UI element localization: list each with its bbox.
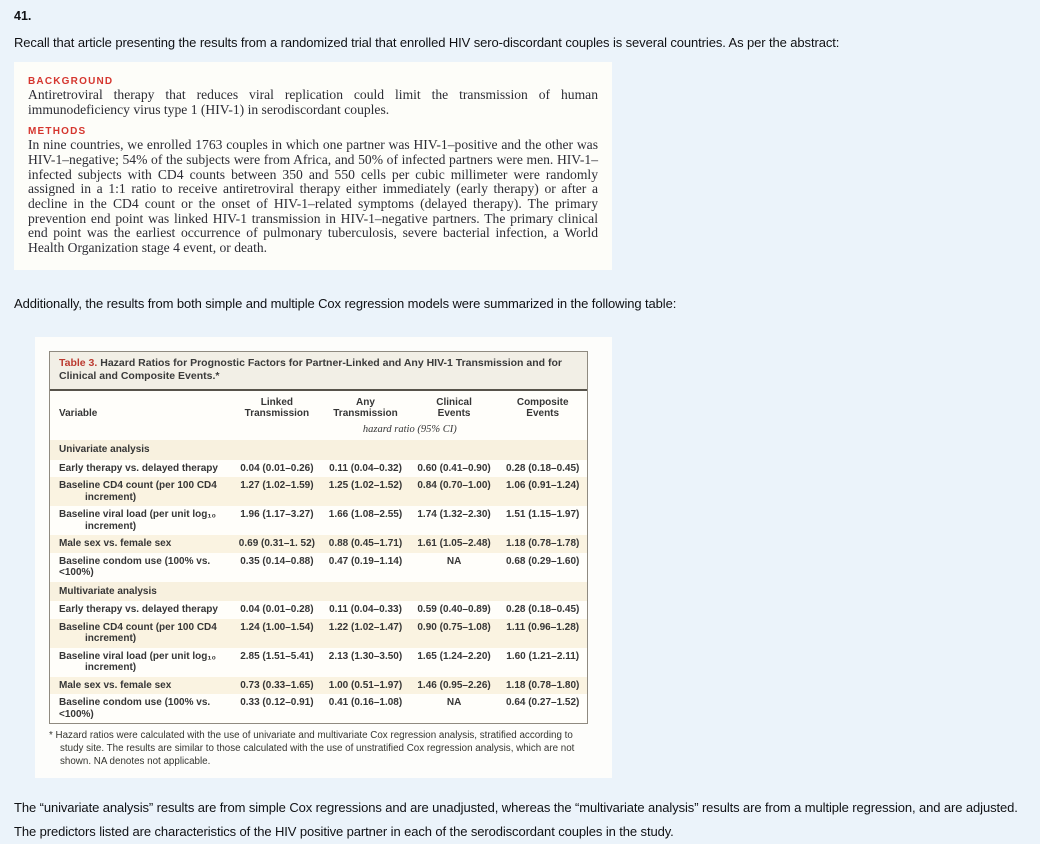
variable-label: Baseline viral load (per unit log₁₀ increment)	[50, 506, 233, 535]
followup-paragraph: Additionally, the results from both simple and multiple Cox regression models were summarized in the following table:	[14, 295, 677, 311]
closing-paragraph: The “univariate analysis” results are from simple Cox regressions and are unadjusted, whereas the “multivariate analysis” results are from a multiple regression, and are adjusted. The predictors listed are characteristics of the HIV positive partner in each of the serodiscordant couples in the study.	[14, 800, 1018, 840]
table-footnote: * Hazard ratios were calculated with the use of univariate and multivariate Cox regression analysis, stratified according to study site. The results are similar to those calculated with the use of unstratified Cox regression analysis, which are not shown. NA denotes not applicable.	[49, 730, 575, 767]
hazard-ratio-cell: 1.51 (1.15–1.97)	[498, 506, 587, 535]
hazard-ratio-cell: 1.11 (0.96–1.28)	[498, 619, 587, 648]
hazard-ratio-cell: 1.24 (1.00–1.54)	[233, 619, 322, 648]
section-header: Multivariate analysis	[50, 582, 587, 602]
hazard-ratio-cell: 1.27 (1.02–1.59)	[233, 477, 322, 506]
hazard-ratio-cell: 1.06 (0.91–1.24)	[498, 477, 587, 506]
hazard-ratio-cell: 0.60 (0.41–0.90)	[410, 460, 499, 478]
table-row	[50, 677, 587, 695]
hazard-ratio-cell: 1.22 (1.02–1.47)	[321, 619, 410, 648]
table-row	[50, 460, 587, 478]
hazard-ratio-cell: 0.64 (0.27–1.52)	[498, 694, 587, 723]
section-header-row	[50, 440, 587, 460]
hazard-ratio-cell: 1.96 (1.17–3.27)	[233, 506, 322, 535]
variable-label: Male sex vs. female sex	[50, 535, 233, 553]
section-header-row	[50, 582, 587, 602]
hazard-ratio-table	[50, 391, 587, 723]
hazard-ratio-cell: 0.59 (0.40–0.89)	[410, 601, 499, 619]
column-header: Any Transmission	[321, 391, 410, 422]
intro-paragraph: Recall that article presenting the results from a randomized trial that enrolled HIV sero-discordant couples is several countries. As per the abstract:	[14, 35, 840, 50]
variable-label: Baseline condom use (100% vs. <100%)	[50, 694, 233, 723]
section-header: Univariate analysis	[50, 440, 587, 460]
hazard-table-head	[50, 391, 587, 440]
hazard-ratio-cell: 1.46 (0.95–2.26)	[410, 677, 499, 695]
abstract-excerpt	[14, 62, 612, 270]
hazard-ratio-cell: 1.65 (1.24–2.20)	[410, 648, 499, 677]
hazard-ratio-cell: 0.28 (0.18–0.45)	[498, 460, 587, 478]
hazard-ratio-cell: 0.28 (0.18–0.45)	[498, 601, 587, 619]
table-title-text: Hazard Ratios for Prognostic Factors for Partner-Linked and Any HIV-1 Transmission and for Clinical and Composite Events.*	[59, 356, 562, 382]
column-header: Variable	[50, 391, 233, 422]
table-title	[50, 352, 587, 391]
hazard-table-frame	[49, 351, 588, 724]
variable-label: Baseline CD4 count (per 100 CD4 increment)	[50, 477, 233, 506]
table-row	[50, 506, 587, 535]
variable-label: Baseline viral load (per unit log₁₀ increment)	[50, 648, 233, 677]
methods-text: In nine countries, we enrolled 1763 couples in which one partner was HIV-1–positive and the other was HIV-1–negative; 54% of the subjects were from Africa, and 50% of infected partners were men. HIV-1–infected subjects with CD4 counts between 350 and 550 cells per cubic millimeter were randomly assigned in a 1:1 ratio to receive antiretroviral therapy either immediately (early therapy) or after a decline in the CD4 count or the onset of HIV-1–related symptoms (delayed therapy). The primary prevention end point was linked HIV-1 transmission in HIV-1–negative partners. The primary clinical end point was the earliest occurrence of pulmonary tuberculosis, severe bacterial infection, a World Health Organization stage 4 event, or death.	[28, 137, 598, 256]
hazard-ratio-cell: 2.85 (1.51–5.41)	[233, 648, 322, 677]
hazard-ratio-cell: 1.66 (1.08–2.55)	[321, 506, 410, 535]
table-row	[50, 648, 587, 677]
hazard-ratio-cell: 0.33 (0.12–0.91)	[233, 694, 322, 723]
hazard-ratio-cell: 1.18 (0.78–1.80)	[498, 677, 587, 695]
hazard-ratio-cell: 0.04 (0.01–0.26)	[233, 460, 322, 478]
table-row	[50, 619, 587, 648]
table-figure	[35, 337, 612, 779]
hazard-ratio-cell: 2.13 (1.30–3.50)	[321, 648, 410, 677]
table-row	[50, 694, 587, 723]
column-header: Linked Transmission	[233, 391, 322, 422]
hazard-ratio-cell: 1.60 (1.21–2.11)	[498, 648, 587, 677]
table-row	[50, 535, 587, 553]
column-header: Clinical Events	[410, 391, 499, 422]
table-number-label: Table 3.	[59, 356, 98, 369]
table-row	[50, 601, 587, 619]
background-heading: BACKGROUND	[28, 76, 114, 87]
units-subheader: hazard ratio (95% CI)	[362, 423, 457, 435]
hazard-ratio-cell: 1.61 (1.05–2.48)	[410, 535, 499, 553]
hazard-ratio-cell: NA	[410, 553, 499, 582]
column-header: Composite Events	[498, 391, 587, 422]
hazard-ratio-cell: 0.69 (0.31–1. 52)	[233, 535, 322, 553]
variable-label: Early therapy vs. delayed therapy	[50, 601, 233, 619]
table-row	[50, 553, 587, 582]
hazard-ratio-cell: 0.88 (0.45–1.71)	[321, 535, 410, 553]
variable-label: Baseline condom use (100% vs. <100%)	[50, 553, 233, 582]
methods-heading: METHODS	[28, 126, 87, 138]
hazard-ratio-cell: 1.18 (0.78–1.78)	[498, 535, 587, 553]
hazard-ratio-cell: 1.74 (1.32–2.30)	[410, 506, 499, 535]
table-header-row	[50, 391, 587, 422]
hazard-ratio-cell: 0.41 (0.16–1.08)	[321, 694, 410, 723]
hazard-ratio-cell: NA	[410, 694, 499, 723]
question-number: 41.	[14, 9, 32, 23]
hazard-ratio-cell: 0.04 (0.01–0.28)	[233, 601, 322, 619]
table-row	[50, 477, 587, 506]
hazard-ratio-cell: 0.84 (0.70–1.00)	[410, 477, 499, 506]
units-subheader-row	[50, 422, 587, 440]
variable-label: Early therapy vs. delayed therapy	[50, 460, 233, 478]
hazard-ratio-cell: 0.11 (0.04–0.32)	[321, 460, 410, 478]
hazard-ratio-cell: 0.11 (0.04–0.33)	[321, 601, 410, 619]
hazard-table-body	[50, 440, 587, 723]
hazard-ratio-cell: 1.00 (0.51–1.97)	[321, 677, 410, 695]
background-text: Antiretroviral therapy that reduces viral replication could limit the transmission of human immunodeficiency virus type 1 (HIV-1) in serodiscordant couples.	[28, 87, 598, 117]
hazard-ratio-cell: 0.47 (0.19–1.14)	[321, 553, 410, 582]
variable-label: Baseline CD4 count (per 100 CD4 increment)	[50, 619, 233, 648]
hazard-ratio-cell: 1.25 (1.02–1.52)	[321, 477, 410, 506]
hazard-ratio-cell: 0.90 (0.75–1.08)	[410, 619, 499, 648]
variable-label: Male sex vs. female sex	[50, 677, 233, 695]
hazard-ratio-cell: 0.68 (0.29–1.60)	[498, 553, 587, 582]
hazard-ratio-cell: 0.35 (0.14–0.88)	[233, 553, 322, 582]
hazard-ratio-cell: 0.73 (0.33–1.65)	[233, 677, 322, 695]
